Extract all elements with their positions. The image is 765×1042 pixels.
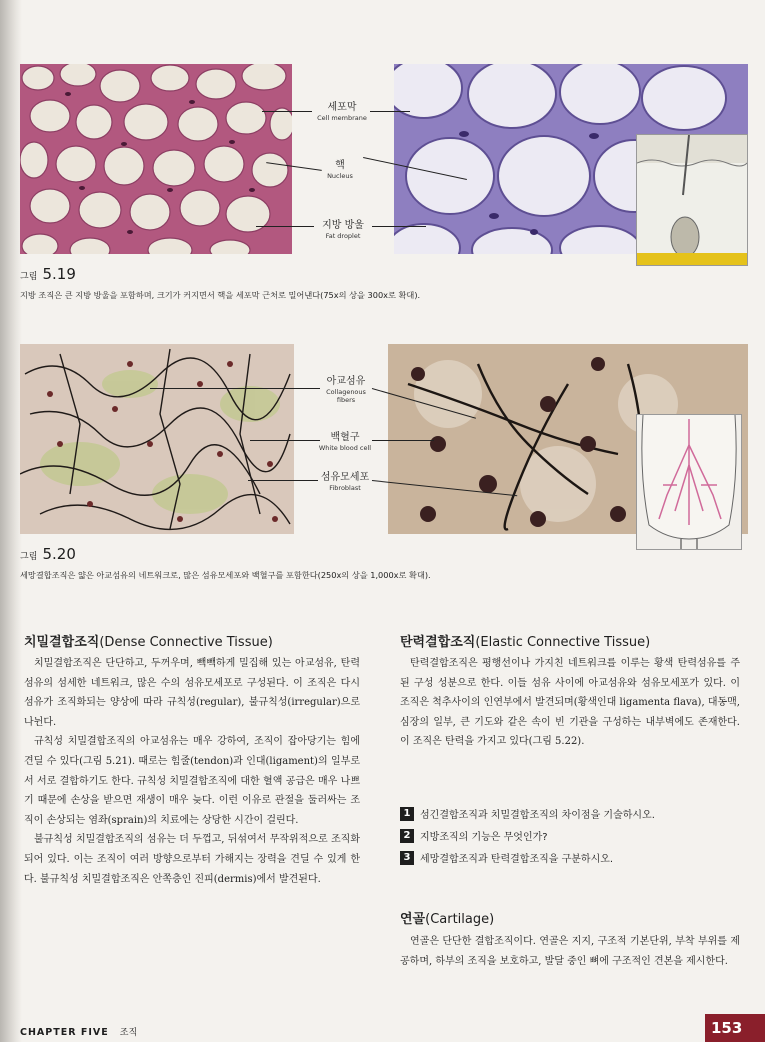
cell-membrane-line-right xyxy=(370,111,410,112)
review-question-2 xyxy=(400,828,548,843)
fat-droplet-line-right xyxy=(372,226,426,227)
dense-body xyxy=(24,654,360,889)
cell-membrane-line xyxy=(262,111,312,112)
skin-layers-illustration xyxy=(637,135,747,265)
review-question-1 xyxy=(400,806,655,821)
question-number: 3 xyxy=(400,851,414,865)
lymph-node-illustration xyxy=(637,415,741,549)
reticular-micrograph-low xyxy=(20,344,294,534)
cartilage-body xyxy=(400,932,740,971)
review-question-3 xyxy=(400,850,613,865)
page-spine-shadow xyxy=(0,0,22,1042)
question-text: 지방조직의 기능은 무엇인가? xyxy=(420,832,548,843)
question-number: 2 xyxy=(400,829,414,843)
chapter-subject: 조직 xyxy=(119,1028,138,1038)
cartilage-heading: 연골(Cartilage) xyxy=(400,912,495,927)
elastic-body xyxy=(400,654,740,752)
wbc-line xyxy=(250,440,320,441)
dense-paragraph-3: 불규칙성 치밀결합조직의 섬유는 더 두껍고, 뒤섞여서 무작위적으로 조직화되어 있다. 이는 조직이 여러 방향으로부터 가해지는 장력을 견딜 수 있게 한다. 불규칙성 치밀결합조직은 안쪽층인 진피(dermis)에서 발견된다. xyxy=(24,834,360,885)
skin-inset-drawing xyxy=(636,134,748,266)
callout-fibroblast: 섬유모세포 Fibroblast xyxy=(320,472,370,492)
question-number: 1 xyxy=(400,807,414,821)
page-number: 153 xyxy=(705,1014,765,1042)
adipose-micrograph-low xyxy=(20,64,292,254)
wbc-line-right xyxy=(372,440,434,441)
callout-white-blood-cell: 백혈구 White blood cell xyxy=(318,432,372,452)
callout-nucleus: 핵 Nucleus xyxy=(327,160,353,180)
lymph-node-inset-drawing xyxy=(636,414,742,550)
chapter-name: CHAPTER FIVE xyxy=(20,1027,109,1038)
figure-5-20-caption: 세망결합조직은 얇은 아교섬유의 네트워크로, 많은 섬유모세포와 백혈구를 포함한다(250x의 상을 1,000x로 확대). xyxy=(20,570,431,580)
dense-heading: 치밀결합조직(Dense Connective Tissue) xyxy=(24,635,273,650)
fibroblast-line xyxy=(248,480,318,481)
callout-collagenous-fibers: 아교섬유 Collagenous fibers xyxy=(326,376,366,404)
cartilage-paragraph-1: 연골은 단단한 결합조직이다. 연골은 지지, 구조적 기본단위, 부착 부위를 제공하며, 하부의 조직을 보호하고, 발달 중인 뼈에 구조적인 견본을 제시한다. xyxy=(400,936,740,967)
collagen-line xyxy=(150,388,320,389)
reticular-low-illustration xyxy=(20,344,294,534)
dense-paragraph-2: 규칙성 치밀결합조직의 아교섬유는 매우 강하여, 조직이 잡아당기는 힘에 견딜 수 있다(그림 5.21). 때로는 힘줄(tendon)과 인대(ligament)의 일부로서 서로 결합하기도 한다. 규칙성 치밀결합조직에 대한 혈액 공급은 매우 나쁘기 때문에 손상을 받으면 재생이 매우 늦다. 이런 이유로 관절을 둘러싸는 조직이 손상되는 염좌(sprain)의 치료에는 상당한 시간이 걸린다. xyxy=(24,736,360,826)
fat-droplet-line xyxy=(256,226,314,227)
figure-5-19-label: 그림 5.19 xyxy=(20,265,76,283)
figure-5-20-label: 그림 5.20 xyxy=(20,545,76,563)
page-footer xyxy=(20,1020,137,1039)
dense-paragraph-1: 치밀결합조직은 단단하고, 두꺼우며, 빽빽하게 밀집해 있는 아교섬유, 탄력섬유의 섬세한 네트워크, 많은 수의 섬유모세포로 구성된다. 이 조직은 다시 섬유가 조직화되는 양상에 따라 규칙성(regular), 불규칙성(irregular)으로 나뉜다. xyxy=(24,658,360,728)
callout-fat-droplet: 지방 방울 Fat droplet xyxy=(322,220,364,240)
figure-5-19-caption: 지방 조직은 큰 지방 방울을 포함하며, 크기가 커지면서 핵을 세포막 근처로 밀어낸다(75x의 상을 300x로 확대). xyxy=(20,290,421,300)
callout-cell-membrane: 세포막 Cell membrane xyxy=(317,102,367,122)
adipose-low-illustration xyxy=(20,64,292,254)
elastic-paragraph-1: 탄력결합조직은 평행선이나 가지친 네트워크를 이루는 황색 탄력섬유를 주된 구성 성분으로 한다. 이들 섬유 사이에 아교섬유와 섬유모세포가 있다. 이 조직은 척추사이의 인연부에서 발견되며(황색인대 ligamenta flava), 대동맥, 심장의 일부, 큰 기도와 같은 속이 빈 기관을 구성하는 내부벽에도 존재한다. 이 조직은 탄력을 가지고 있다(그림 5.22). xyxy=(400,658,740,748)
question-text: 섬긴결합조직과 치밀결합조직의 차이점을 기술하시오. xyxy=(420,810,655,821)
question-text: 세망결합조직과 탄력결합조직을 구분하시오. xyxy=(420,854,614,865)
elastic-heading: 탄력결합조직(Elastic Connective Tissue) xyxy=(400,635,651,650)
